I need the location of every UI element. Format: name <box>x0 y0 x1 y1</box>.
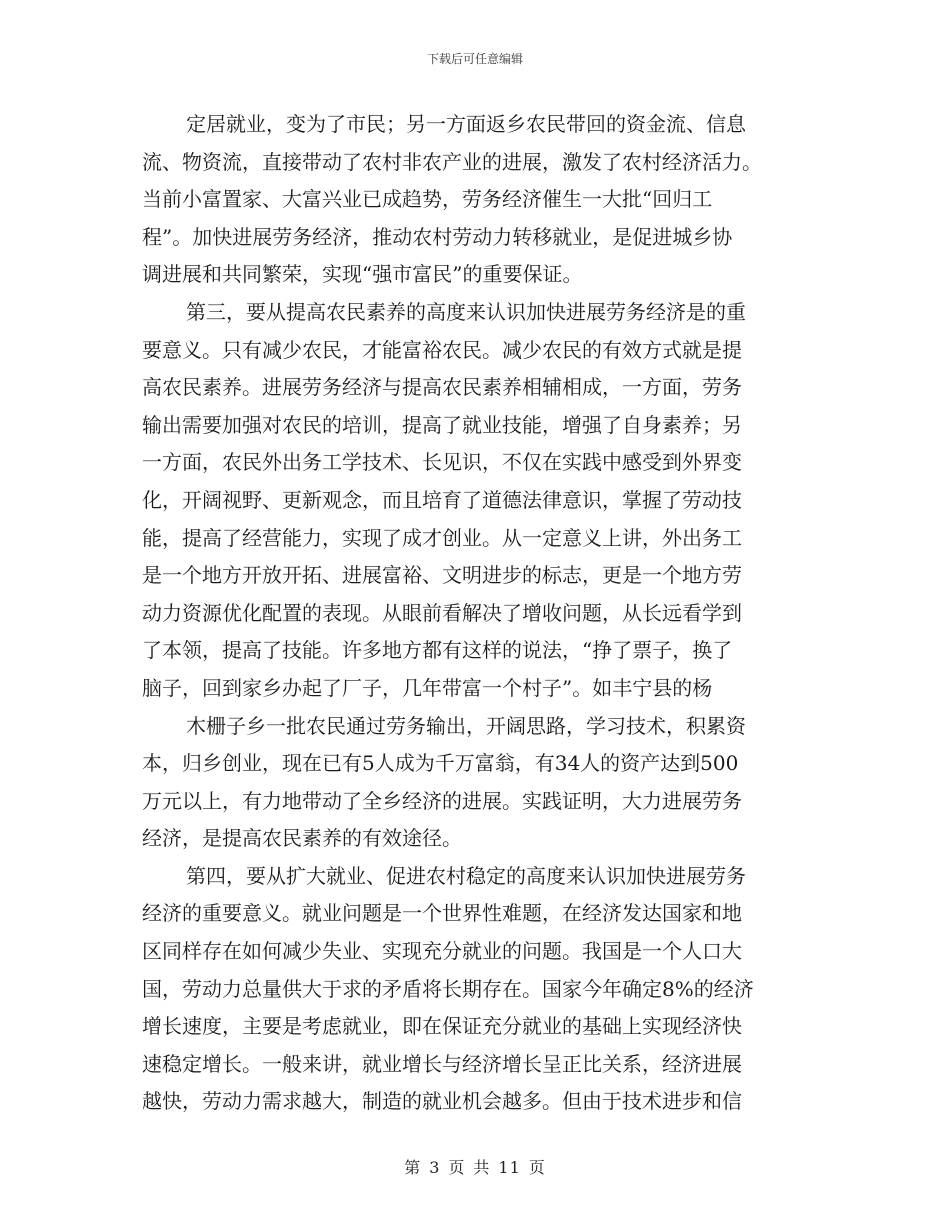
text-line: 定居就业，变为了市民；另一方面返乡农民带回的资金流、信息 <box>186 112 746 136</box>
text-line: 动力资源优化配置的表现。从眼前看解决了增收问题，从长远看学到 <box>142 600 742 625</box>
text-line: 高农民素养。进展劳务经济与提高农民素养相辅相成，一方面，劳务 <box>142 375 742 400</box>
text-line: 木栅子乡一批农民通过劳务输出，开阔思路，学习技术，积累资 <box>186 713 746 738</box>
page-number: 3 <box>429 1158 441 1177</box>
text-line: 增长速度，主要是考虑就业，即在保证充分就业的基础上实现经济快 <box>142 1014 742 1039</box>
text-line: 速稳定增长。一般来讲，就业增长与经济增长呈正比关系，经济进展 <box>142 1051 742 1076</box>
text-line: 流、物资流，直接带动了农村非农产业的进展，激发了农村经济活力。 <box>142 149 762 174</box>
text-line: 了本领，提高了技能。许多地方都有这样的说法，“挣了票子，换了 <box>142 638 733 663</box>
text-line: 化，开阔视野、更新观念，而且培育了道德法律意识，掌握了劳动技 <box>142 487 742 512</box>
text-line: 区同样存在如何减少失业、实现充分就业的问题。我国是一个人口大 <box>142 939 742 964</box>
total-label: 共 <box>473 1158 491 1177</box>
page-footer <box>0 1155 950 1178</box>
text-line: 输出需要加强对农民的培训，提高了就业技能，增强了自身素养；另 <box>142 412 742 437</box>
document-body <box>142 106 796 1121</box>
text-line: 经济的重要意义。就业问题是一个世界性难题，在经济发达国家和地 <box>142 901 742 926</box>
text-line: 国，劳动力总量供大于求的矛盾将长期存在。国家今年确定8%的经济 <box>142 976 754 1001</box>
total-pages: 11 <box>498 1158 521 1177</box>
text-line: 当前小富置家、大富兴业已成趋势，劳务经济催生一大批“回归工 <box>142 187 713 212</box>
page-unit: 页 <box>448 1158 466 1177</box>
text-line: 脑子，回到家乡办起了厂子，几年带富一个村子”。如丰宁县的杨 <box>142 675 713 700</box>
text-line: 万元以上，有力地带动了全乡经济的进展。实践证明，大力进展劳务 <box>142 788 742 813</box>
total-unit: 页 <box>528 1158 546 1177</box>
text-line: 第三，要从提高农民素养的高度来认识加快进展劳务经济是的重 <box>186 299 746 324</box>
text-line: 程”。加快进展劳务经济，推动农村劳动力转移就业，是促进城乡协 <box>142 224 733 249</box>
text-line: 能，提高了经营能力，实现了成才创业。从一定意义上讲，外出务工 <box>142 525 742 550</box>
text-line: 调进展和共同繁荣，实现“强市富民”的重要保证。 <box>142 262 583 287</box>
page-header: 下载后可任意编辑 <box>426 52 523 66</box>
text-line: 第四，要从扩大就业、促进农村稳定的高度来认识加快进展劳务 <box>186 863 746 888</box>
text-line: 一方面，农民外出务工学技术、长见识，不仅在实践中感受到外界变 <box>142 450 742 475</box>
text-line: 经济，是提高农民素养的有效途径。 <box>142 826 462 851</box>
text-line: 要意义。只有减少农民，才能富裕农民。减少农民的有效方式就是提 <box>142 337 742 362</box>
page-label: 第 <box>404 1158 422 1177</box>
text-line: 本，归乡创业，现在已有5人成为千万富翁，有34人的资产达到500 <box>142 751 739 776</box>
text-line: 越快，劳动力需求越大，制造的就业机会越多。但由于技术进步和信 <box>142 1089 742 1114</box>
text-line: 是一个地方开放开拓、进展富裕、文明进步的标志，更是一个地方劳 <box>142 563 742 588</box>
